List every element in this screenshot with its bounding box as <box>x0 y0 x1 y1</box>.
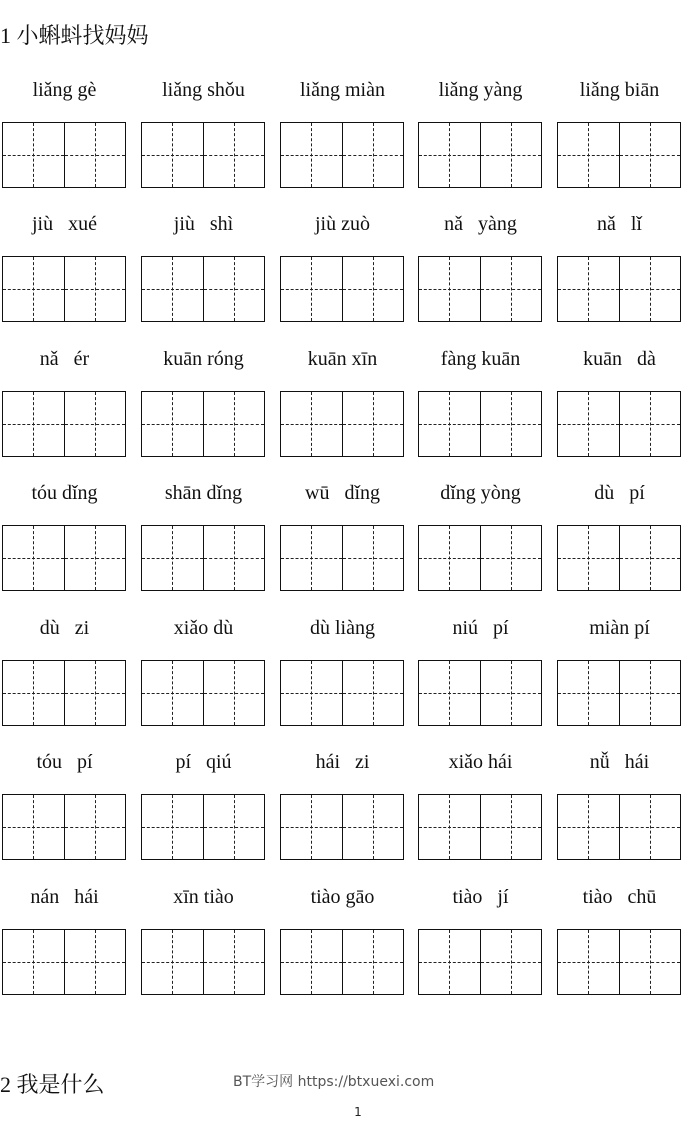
pinyin-label: pí qiú <box>175 751 232 773</box>
character-cell[interactable] <box>281 257 342 321</box>
pinyin-label: xīn tiào <box>173 886 234 908</box>
pinyin-label: nǎ yàng <box>444 213 517 235</box>
tianzige-writing-box[interactable] <box>280 660 404 726</box>
pinyin-label: jiù xué <box>32 213 97 235</box>
footer-watermark: BT学习网 https://btxuexi.com <box>233 1074 435 1090</box>
character-cell[interactable] <box>480 123 542 187</box>
character-cell[interactable] <box>64 392 126 456</box>
pinyin-label: dǐng yòng <box>440 482 521 504</box>
tianzige-writing-box[interactable] <box>418 256 542 322</box>
character-cell[interactable] <box>281 930 342 994</box>
character-cell[interactable] <box>142 795 203 859</box>
character-cell[interactable] <box>342 392 404 456</box>
character-cell[interactable] <box>480 795 542 859</box>
tianzige-writing-box[interactable] <box>2 525 126 591</box>
character-cell[interactable] <box>3 392 64 456</box>
pinyin-label: xiǎo hái <box>448 751 513 773</box>
section-title-2: 2 我是什么 <box>0 1072 105 1097</box>
character-cell[interactable] <box>480 392 542 456</box>
tianzige-writing-box[interactable] <box>280 122 404 188</box>
tianzige-writing-box[interactable] <box>141 391 265 457</box>
pinyin-label: tiào gāo <box>310 886 375 908</box>
pinyin-label: xiǎo dù <box>173 617 234 639</box>
character-cell[interactable] <box>558 661 619 725</box>
tianzige-writing-box[interactable] <box>418 525 542 591</box>
character-cell[interactable] <box>203 392 265 456</box>
tianzige-writing-box[interactable] <box>280 794 404 860</box>
character-cell[interactable] <box>281 123 342 187</box>
character-cell[interactable] <box>142 392 203 456</box>
character-cell[interactable] <box>142 257 203 321</box>
character-cell[interactable] <box>419 123 480 187</box>
character-cell[interactable] <box>203 795 265 859</box>
character-cell[interactable] <box>281 392 342 456</box>
character-cell[interactable] <box>203 257 265 321</box>
tianzige-writing-box[interactable] <box>141 929 265 995</box>
character-cell[interactable] <box>419 257 480 321</box>
page-number: 1 <box>354 1105 362 1119</box>
character-cell[interactable] <box>480 257 542 321</box>
character-cell[interactable] <box>342 526 404 590</box>
character-cell[interactable] <box>558 795 619 859</box>
tianzige-writing-box[interactable] <box>141 525 265 591</box>
pinyin-label: wū dǐng <box>305 482 380 504</box>
tianzige-writing-box[interactable] <box>418 122 542 188</box>
character-cell[interactable] <box>619 257 681 321</box>
pinyin-label: dù pí <box>594 482 645 504</box>
tianzige-writing-box[interactable] <box>557 929 681 995</box>
character-cell[interactable] <box>142 930 203 994</box>
character-cell[interactable] <box>619 930 681 994</box>
character-cell[interactable] <box>619 661 681 725</box>
character-cell[interactable] <box>558 123 619 187</box>
character-cell[interactable] <box>419 930 480 994</box>
character-cell[interactable] <box>281 795 342 859</box>
pinyin-label: dù liàng <box>310 617 375 639</box>
pinyin-label: jiù zuò <box>315 213 370 235</box>
character-cell[interactable] <box>64 795 126 859</box>
pinyin-label: nǚ hái <box>589 751 650 773</box>
character-cell[interactable] <box>558 930 619 994</box>
pinyin-label: kuān róng <box>163 348 244 370</box>
character-cell[interactable] <box>281 661 342 725</box>
character-cell[interactable] <box>3 526 64 590</box>
character-cell[interactable] <box>64 257 126 321</box>
pinyin-label: niú pí <box>452 617 509 639</box>
character-cell[interactable] <box>558 257 619 321</box>
character-cell[interactable] <box>3 123 64 187</box>
character-cell[interactable] <box>342 930 404 994</box>
tianzige-writing-box[interactable] <box>557 660 681 726</box>
character-cell[interactable] <box>203 930 265 994</box>
tianzige-writing-box[interactable] <box>280 525 404 591</box>
pinyin-label: tóu dǐng <box>31 482 98 504</box>
section-title-1: 1 小蝌蚪找妈妈 <box>0 23 149 48</box>
character-cell[interactable] <box>142 526 203 590</box>
tianzige-writing-box[interactable] <box>280 929 404 995</box>
tianzige-writing-box[interactable] <box>418 660 542 726</box>
tianzige-writing-box[interactable] <box>557 794 681 860</box>
character-cell[interactable] <box>619 123 681 187</box>
character-cell[interactable] <box>480 661 542 725</box>
tianzige-writing-box[interactable] <box>141 256 265 322</box>
character-cell[interactable] <box>3 930 64 994</box>
character-cell[interactable] <box>419 392 480 456</box>
pinyin-label: shān dǐng <box>164 482 243 504</box>
pinyin-label: kuān xīn <box>307 348 378 370</box>
pinyin-label: kuān dà <box>583 348 656 370</box>
tianzige-writing-box[interactable] <box>2 660 126 726</box>
character-cell[interactable] <box>281 526 342 590</box>
character-cell[interactable] <box>64 930 126 994</box>
pinyin-label: tiào jí <box>452 886 509 908</box>
character-cell[interactable] <box>558 526 619 590</box>
pinyin-label: miàn pí <box>589 617 650 639</box>
character-cell[interactable] <box>64 661 126 725</box>
tianzige-writing-box[interactable] <box>280 391 404 457</box>
tianzige-writing-box[interactable] <box>280 256 404 322</box>
character-cell[interactable] <box>142 661 203 725</box>
character-cell[interactable] <box>619 795 681 859</box>
pinyin-label: nǎ lǐ <box>597 213 642 235</box>
tianzige-writing-box[interactable] <box>557 525 681 591</box>
character-cell[interactable] <box>619 526 681 590</box>
character-cell[interactable] <box>342 123 404 187</box>
character-cell[interactable] <box>64 123 126 187</box>
character-cell[interactable] <box>3 795 64 859</box>
pinyin-label: liǎng shǒu <box>162 79 245 101</box>
character-cell[interactable] <box>342 257 404 321</box>
character-cell[interactable] <box>3 661 64 725</box>
character-cell[interactable] <box>619 392 681 456</box>
tianzige-writing-box[interactable] <box>141 122 265 188</box>
tianzige-writing-box[interactable] <box>2 391 126 457</box>
character-cell[interactable] <box>203 526 265 590</box>
tianzige-writing-box[interactable] <box>141 660 265 726</box>
character-cell[interactable] <box>3 257 64 321</box>
pinyin-label: jiù shì <box>173 213 234 235</box>
character-cell[interactable] <box>558 392 619 456</box>
character-cell[interactable] <box>203 661 265 725</box>
pinyin-label: tiào chū <box>582 886 657 908</box>
tianzige-writing-box[interactable] <box>2 794 126 860</box>
tianzige-writing-box[interactable] <box>557 122 681 188</box>
pinyin-label: dù zi <box>39 617 90 639</box>
pinyin-label: hái zi <box>315 751 370 773</box>
character-cell[interactable] <box>142 123 203 187</box>
pinyin-label: nǎ ér <box>39 348 90 370</box>
tianzige-writing-box[interactable] <box>557 391 681 457</box>
character-cell[interactable] <box>342 661 404 725</box>
character-cell[interactable] <box>419 661 480 725</box>
tianzige-writing-box[interactable] <box>418 929 542 995</box>
pinyin-label: liǎng gè <box>32 79 97 101</box>
character-cell[interactable] <box>64 526 126 590</box>
character-cell[interactable] <box>203 123 265 187</box>
character-cell[interactable] <box>419 795 480 859</box>
pinyin-label: liǎng miàn <box>300 79 385 101</box>
pinyin-label: nán hái <box>30 886 99 908</box>
tianzige-writing-box[interactable] <box>418 794 542 860</box>
pinyin-label: liǎng yàng <box>438 79 523 101</box>
tianzige-writing-box[interactable] <box>557 256 681 322</box>
tianzige-writing-box[interactable] <box>2 256 126 322</box>
character-cell[interactable] <box>480 526 542 590</box>
tianzige-writing-box[interactable] <box>2 929 126 995</box>
character-cell[interactable] <box>419 526 480 590</box>
tianzige-writing-box[interactable] <box>418 391 542 457</box>
pinyin-label: fàng kuān <box>440 348 521 370</box>
tianzige-writing-box[interactable] <box>141 794 265 860</box>
character-cell[interactable] <box>342 795 404 859</box>
character-cell[interactable] <box>480 930 542 994</box>
tianzige-writing-box[interactable] <box>2 122 126 188</box>
pinyin-label: tóu pí <box>36 751 93 773</box>
pinyin-label: liǎng biān <box>579 79 660 101</box>
